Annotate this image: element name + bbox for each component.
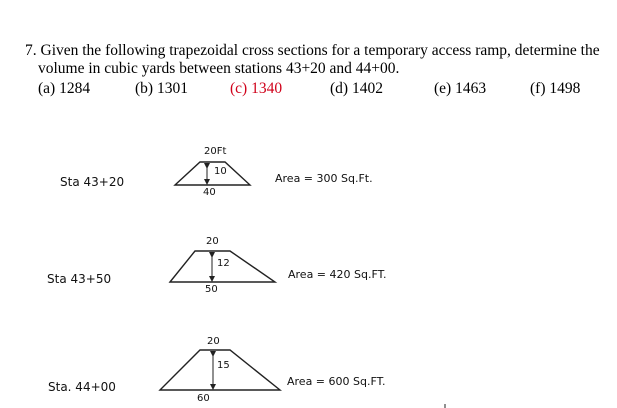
choice-a: (a) 1284 xyxy=(38,80,91,97)
question-line-2: volume in cubic yards between stations 43+20 and 44+00. xyxy=(38,60,400,77)
choice-d: (d) 1402 xyxy=(330,80,383,97)
area-label-1: Area = 300 Sq.Ft. xyxy=(275,172,373,185)
choice-e: (e) 1463 xyxy=(434,80,487,97)
top-width-label-1: 20Ft xyxy=(204,146,227,157)
area-label-3: Area = 600 Sq.FT. xyxy=(287,375,386,388)
area-label-2: Area = 420 Sq.FT. xyxy=(288,268,387,281)
bottom-width-label-2: 50 xyxy=(205,284,218,295)
top-width-label-3: 20 xyxy=(207,336,220,347)
height-label-2: 12 xyxy=(217,258,230,269)
choice-f: (f) 1498 xyxy=(530,80,581,97)
choice-c: (c) 1340 xyxy=(230,80,283,97)
height-label-1: 10 xyxy=(214,166,227,177)
top-width-label-2: 20 xyxy=(206,236,219,247)
station-label-3: Sta. 44+00 xyxy=(48,380,116,394)
station-label-1: Sta 43+20 xyxy=(60,175,125,189)
bottom-width-label-1: 40 xyxy=(203,187,216,198)
height-label-3: 15 xyxy=(217,360,230,371)
bottom-width-label-3: 60 xyxy=(197,393,210,404)
choice-b: (b) 1301 xyxy=(135,80,188,97)
trapezoid-1 xyxy=(175,162,250,185)
station-label-2: Sta 43+50 xyxy=(47,272,112,286)
question-line-1: 7. Given the following trapezoidal cross sections for a temporary access ramp, determine the xyxy=(25,42,600,59)
